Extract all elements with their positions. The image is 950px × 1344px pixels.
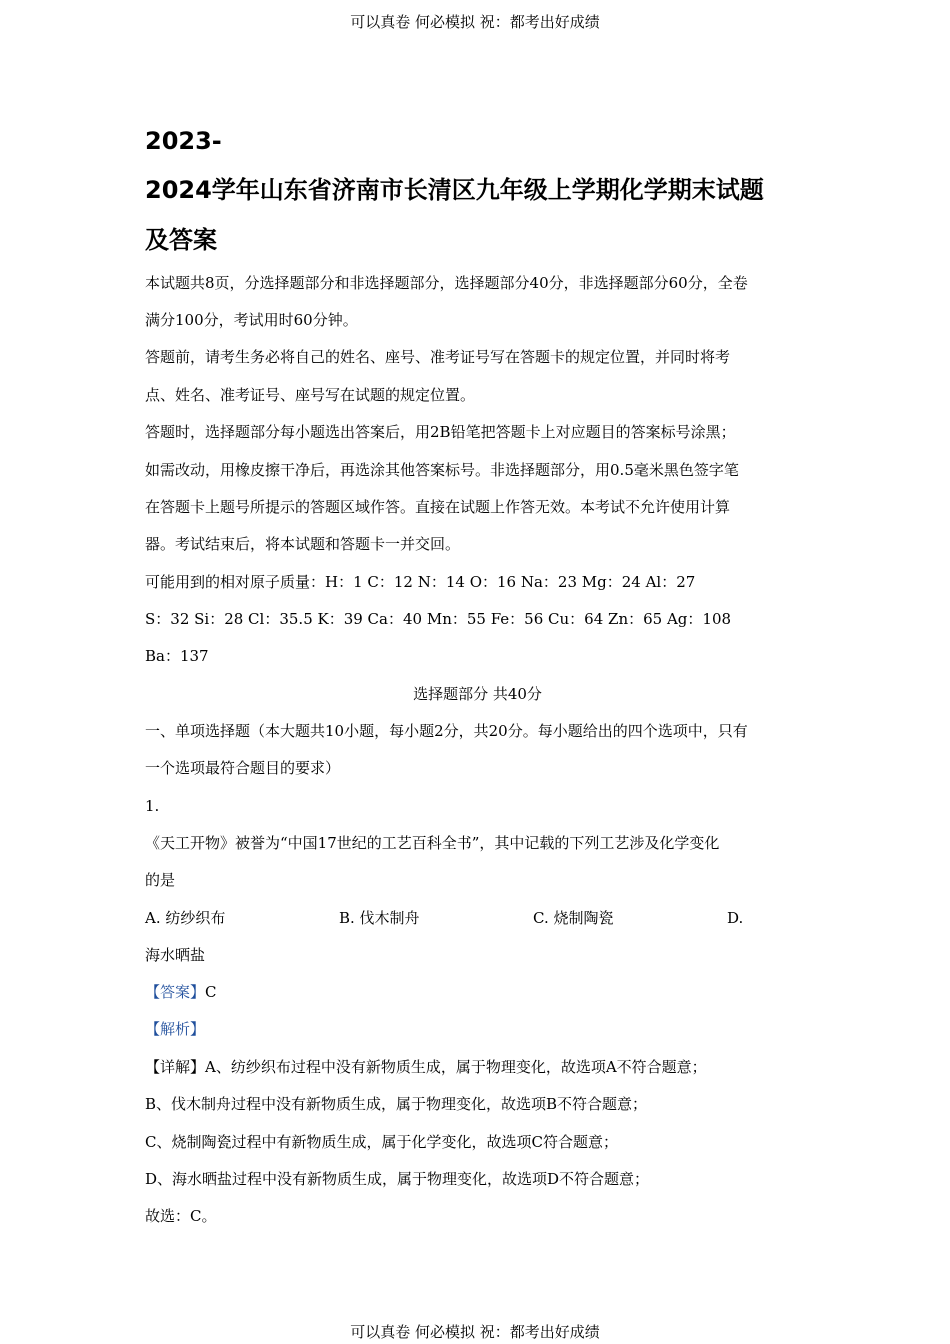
detail-line: C、烧制陶瓷过程中有新物质生成，属于化学变化，故选项C符合题意； (145, 1133, 618, 1151)
title-line-3: 及答案 (145, 226, 217, 254)
intro-line: 器。考试结束后，将本试题和答题卡一并交回。 (145, 535, 461, 553)
intro-line: 本试题共8页，分选择题部分和非选择题部分，选择题部分40分，非选择题部分60分，全卷 (145, 274, 748, 292)
intro-line: 答题前，请考生务必将自己的姓名、座号、准考证号写在答题卡的规定位置，并同时将考 (145, 348, 731, 366)
intro-line: 满分100分，考试用时60分钟。 (145, 311, 358, 329)
question-number: 1. (145, 797, 160, 815)
answer-value: C (205, 983, 217, 1001)
section-title: 选择题部分 共40分 (413, 685, 542, 703)
page-header: 可以真卷 何必模拟 祝：都考出好成绩 (350, 13, 600, 31)
atomic-mass-line: 可能用到的相对原子质量：H：1 C：12 N：14 O：16 Na：23 Mg：24 Al：27 (145, 573, 696, 591)
page-footer: 可以真卷 何必模拟 祝：都考出好成绩 (350, 1323, 600, 1341)
option-a: A. 纺纱织布 (145, 909, 226, 927)
option-d: D. (727, 909, 744, 927)
answer-line (145, 981, 810, 1003)
detail-line (145, 1056, 810, 1078)
intro-line: 在答题卡上题号所提示的答题区域作答。直接在试题上作答无效。本考试不允许使用计算 (145, 498, 731, 516)
atomic-mass-line: Ba：137 (145, 647, 209, 665)
detail-label: 【详解】 (145, 1058, 206, 1076)
title-line-2: 2024学年山东省济南市长清区九年级上学期化学期末试题 (145, 176, 764, 204)
option-d-text: 海水晒盐 (145, 946, 206, 964)
option-b: B. 伐木制舟 (339, 909, 420, 927)
detail-conclusion: 故选：C。 (145, 1207, 217, 1225)
question-stem: 的是 (145, 871, 176, 889)
detail-line: B、伐木制舟过程中没有新物质生成，属于物理变化，故选项B不符合题意； (145, 1095, 648, 1113)
part-instructions: 一、单项选择题（本大题共10小题，每小题2分，共20分。每小题给出的四个选项中，只有 (145, 722, 748, 740)
intro-line: 答题时，选择题部分每小题选出答案后，用2B铅笔把答题卡上对应题目的答案标号涂黑； (145, 423, 736, 441)
intro-line: 点、姓名、准考证号、座号写在试题的规定位置。 (145, 386, 476, 404)
detail-line: D、海水晒盐过程中没有新物质生成，属于物理变化，故选项D不符合题意； (145, 1170, 650, 1188)
title-line-1: 2023- (145, 127, 222, 155)
answer-label: 【答案】 (145, 983, 206, 1001)
option-c: C. 烧制陶瓷 (533, 909, 614, 927)
question-stem: 《天工开物》被誉为“中国17世纪的工艺百科全书”，其中记载的下列工艺涉及化学变化 (145, 834, 720, 852)
analysis-label: 【解析】 (145, 1020, 206, 1038)
intro-line: 如需改动，用橡皮擦干净后，再选涂其他答案标号。非选择题部分，用0.5毫米黑色签字笔 (145, 461, 739, 479)
detail-text: A、纺纱织布过程中没有新物质生成，属于物理变化，故选项A不符合题意； (205, 1058, 707, 1076)
atomic-mass-line: S：32 Si：28 Cl：35.5 K：39 Ca：40 Mn：55 Fe：56 Cu：64 Zn：65 Ag：108 (145, 610, 732, 628)
part-instructions: 一个选项最符合题目的要求） (145, 759, 341, 777)
